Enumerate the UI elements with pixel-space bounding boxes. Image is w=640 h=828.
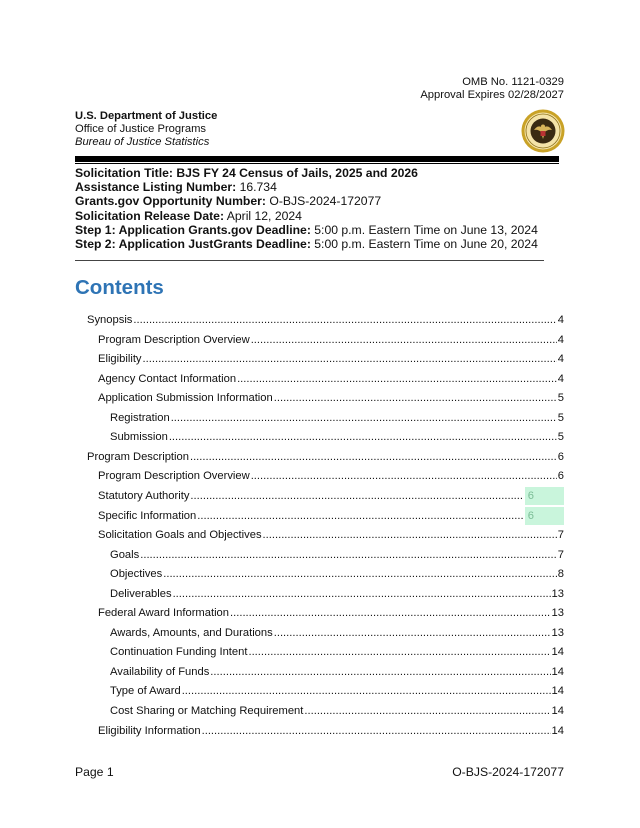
doj-seal-icon bbox=[521, 109, 565, 153]
toc-leader-dots bbox=[237, 372, 557, 386]
toc-entry-label: Specific Information bbox=[98, 510, 197, 522]
toc-entry-page: 4 bbox=[557, 334, 564, 346]
toc-leader-dots bbox=[190, 489, 523, 503]
toc-leader-dots bbox=[210, 665, 550, 679]
toc-entry[interactable] bbox=[110, 684, 564, 698]
toc-entry[interactable] bbox=[110, 548, 564, 562]
toc-entry-page: 13 bbox=[551, 607, 564, 619]
toc-entry-label: Program Description bbox=[87, 451, 189, 463]
toc-entry-label: Program Description Overview bbox=[98, 470, 250, 482]
toc-entry-page: 4 bbox=[557, 314, 564, 326]
toc-entry-page: 14 bbox=[551, 646, 564, 658]
toc-entry-label: Agency Contact Information bbox=[98, 373, 237, 385]
assistance-listing: Assistance Listing Number: 16.734 bbox=[75, 180, 277, 195]
toc-leader-dots bbox=[248, 645, 550, 659]
toc-entry-label: Solicitation Goals and Objectives bbox=[98, 529, 262, 541]
toc-entry-page: 5 bbox=[557, 392, 564, 404]
toc-entry[interactable] bbox=[98, 469, 564, 483]
toc-entry[interactable] bbox=[98, 372, 564, 386]
toc-entry-label: Application Submission Information bbox=[98, 392, 273, 404]
toc-entry-page: 6 bbox=[557, 451, 564, 463]
toc-entry[interactable] bbox=[98, 352, 564, 366]
toc-entry[interactable] bbox=[98, 489, 564, 503]
toc-leader-dots bbox=[169, 430, 557, 444]
release-date: Solicitation Release Date: April 12, 2024 bbox=[75, 208, 302, 223]
toc-leader-dots bbox=[202, 724, 551, 738]
toc-leader-dots bbox=[143, 352, 557, 366]
toc-leader-dots bbox=[197, 509, 524, 523]
solicitation-title: Solicitation Title: BJS FY 24 Census of Jails, 2025 and 2026 bbox=[75, 166, 418, 180]
toc-entry[interactable] bbox=[110, 411, 564, 425]
toc-entry-page: 4 bbox=[557, 353, 564, 365]
toc-entry[interactable] bbox=[110, 645, 564, 659]
toc-entry-page: 7 bbox=[557, 549, 564, 561]
toc-entry-page: 5 bbox=[557, 412, 564, 424]
omb-number: OMB No. 1121-0329 bbox=[462, 76, 564, 88]
toc-entry-page: 8 bbox=[557, 568, 564, 580]
toc-entry-page: 6 bbox=[525, 487, 564, 505]
opportunity-number: Grants.gov Opportunity Number: O-BJS-2024-172077 bbox=[75, 194, 382, 209]
toc-leader-dots bbox=[182, 684, 551, 698]
toc-entry[interactable] bbox=[110, 704, 564, 718]
solicitation-info bbox=[75, 166, 538, 251]
toc-entry-label: Goals bbox=[110, 549, 140, 561]
toc-leader-dots bbox=[251, 333, 557, 347]
toc-leader-dots bbox=[173, 587, 551, 601]
toc-leader-dots bbox=[140, 548, 557, 562]
header-rule-thick bbox=[75, 156, 559, 162]
solicitation-rule bbox=[75, 260, 544, 261]
toc-entry[interactable] bbox=[98, 724, 564, 738]
toc-entry[interactable] bbox=[98, 528, 564, 542]
toc-entry-page: 5 bbox=[557, 431, 564, 443]
toc-entry[interactable] bbox=[98, 391, 564, 405]
toc-leader-dots bbox=[190, 450, 557, 464]
toc-entry-label: Type of Award bbox=[110, 685, 181, 697]
toc-entry[interactable] bbox=[98, 333, 564, 347]
step2-deadline: Step 2: Application JustGrants Deadline: 5:00 p.m. Eastern Time on June 20, 2024 bbox=[75, 237, 538, 252]
omb-block bbox=[420, 76, 564, 102]
toc-entry[interactable] bbox=[98, 509, 564, 523]
toc-leader-dots bbox=[263, 528, 557, 542]
toc-entry-label: Availability of Funds bbox=[110, 666, 210, 678]
toc-entry[interactable] bbox=[110, 567, 564, 581]
toc-entry[interactable] bbox=[110, 430, 564, 444]
toc-entry-page: 14 bbox=[551, 705, 564, 717]
toc-leader-dots bbox=[171, 411, 557, 425]
department-name: U.S. Department of Justice bbox=[75, 110, 218, 122]
toc-entry-page: 14 bbox=[551, 725, 564, 737]
toc-entry-label: Eligibility bbox=[98, 353, 142, 365]
toc-leader-dots bbox=[304, 704, 550, 718]
office-name: Office of Justice Programs bbox=[75, 123, 206, 135]
toc-leader-dots bbox=[230, 606, 551, 620]
toc-entry-page: 6 bbox=[557, 470, 564, 482]
toc-entry[interactable] bbox=[110, 626, 564, 640]
toc-leader-dots bbox=[274, 626, 551, 640]
toc-entry-page: 13 bbox=[551, 627, 564, 639]
toc-entry[interactable] bbox=[110, 665, 564, 679]
contents-heading: Contents bbox=[75, 276, 164, 299]
toc-entry-page: 14 bbox=[551, 685, 564, 697]
toc-entry-label: Program Description Overview bbox=[98, 334, 250, 346]
footer-doc-id: O-BJS-2024-172077 bbox=[452, 765, 564, 779]
toc-leader-dots bbox=[274, 391, 557, 405]
toc-entry-label: Federal Award Information bbox=[98, 607, 230, 619]
toc-entry-label: Registration bbox=[110, 412, 170, 424]
toc-entry-label: Objectives bbox=[110, 568, 163, 580]
toc-entry[interactable] bbox=[87, 313, 564, 327]
toc-entry[interactable] bbox=[98, 606, 564, 620]
toc-entry[interactable] bbox=[110, 587, 564, 601]
toc-entry-page: 14 bbox=[551, 666, 564, 678]
toc-entry-page: 7 bbox=[557, 529, 564, 541]
toc-entry-label: Submission bbox=[110, 431, 168, 443]
header-rule-thin bbox=[75, 163, 559, 164]
toc-leader-dots bbox=[163, 567, 557, 581]
toc-entry-page: 13 bbox=[551, 588, 564, 600]
footer-page-number: Page 1 bbox=[75, 765, 114, 779]
toc-leader-dots bbox=[133, 313, 556, 327]
toc-entry-label: Cost Sharing or Matching Requirement bbox=[110, 705, 304, 717]
toc-entry-page: 6 bbox=[525, 507, 564, 525]
toc-entry-label: Statutory Authority bbox=[98, 490, 190, 502]
toc-entry-page: 4 bbox=[557, 373, 564, 385]
step1-deadline: Step 1: Application Grants.gov Deadline: 5:00 p.m. Eastern Time on June 13, 2024 bbox=[75, 222, 538, 237]
toc-entry-label: Eligibility Information bbox=[98, 725, 201, 737]
bureau-name: Bureau of Justice Statistics bbox=[75, 136, 210, 148]
toc-entry-label: Awards, Amounts, and Durations bbox=[110, 627, 273, 639]
toc-leader-dots bbox=[251, 469, 557, 483]
toc-entry-label: Deliverables bbox=[110, 588, 172, 600]
agency-block bbox=[75, 110, 217, 149]
toc-entry[interactable] bbox=[87, 450, 564, 464]
toc-entry-label: Synopsis bbox=[87, 314, 133, 326]
toc-entry-label: Continuation Funding Intent bbox=[110, 646, 248, 658]
approval-expires: Approval Expires 02/28/2027 bbox=[420, 89, 564, 101]
